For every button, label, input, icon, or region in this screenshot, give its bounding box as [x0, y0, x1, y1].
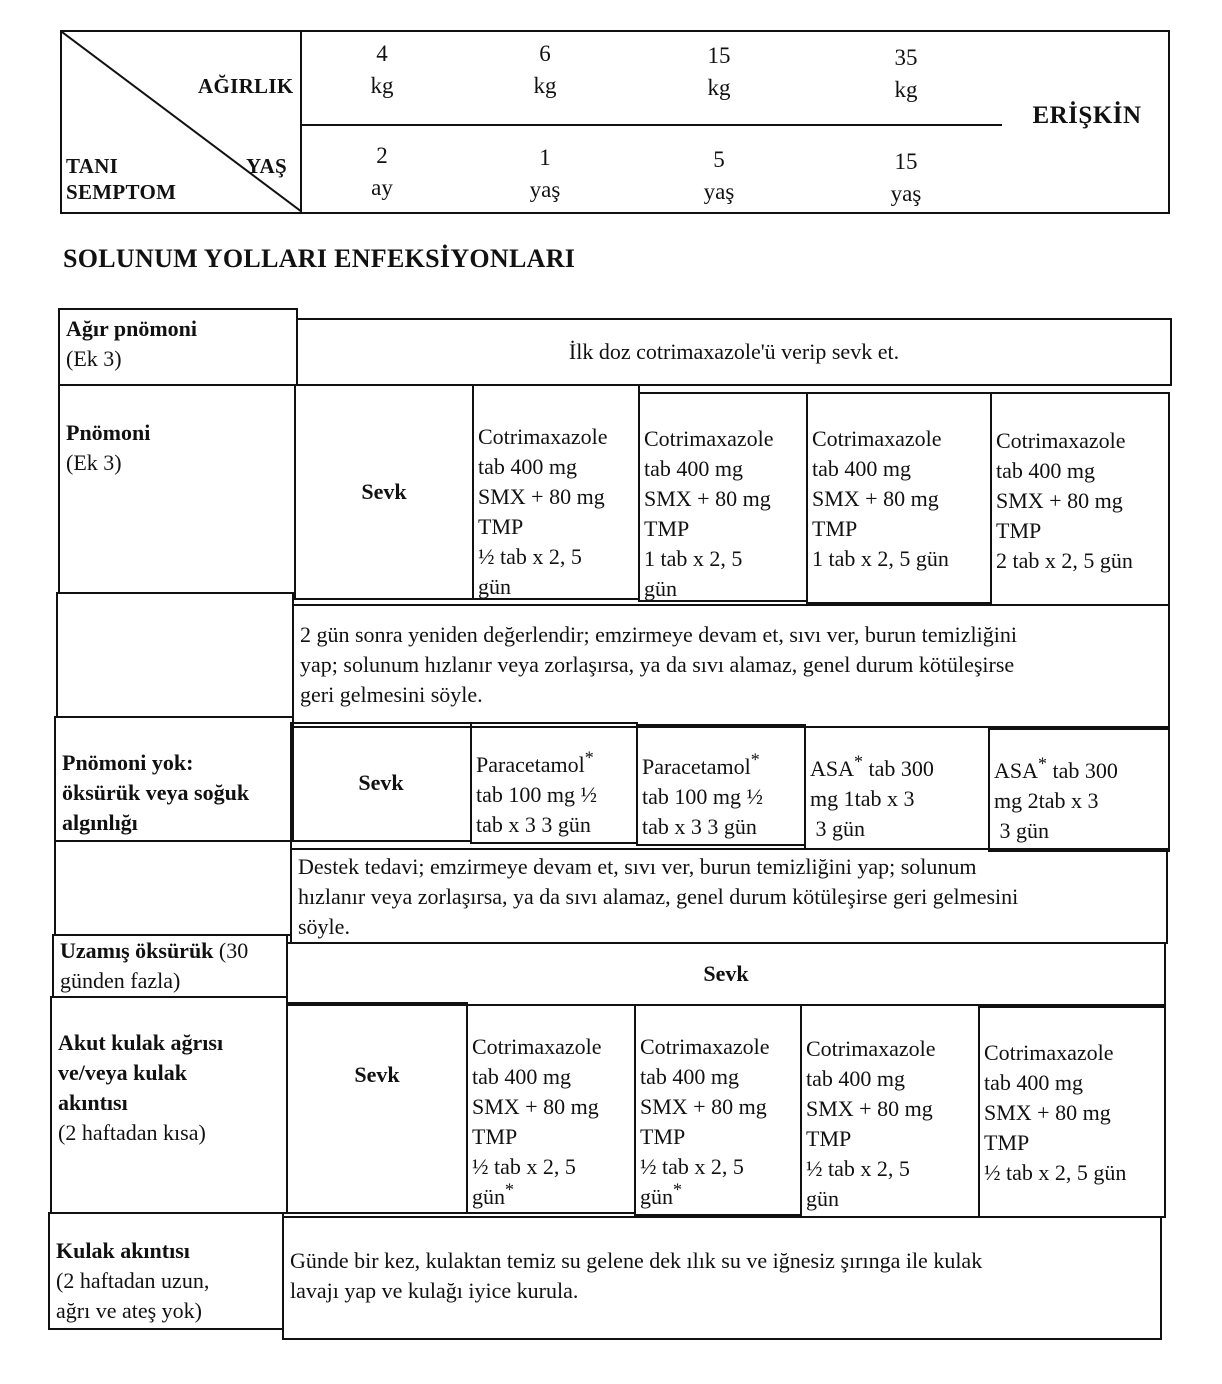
row-pneumonia-sevk: Sevk	[294, 384, 474, 600]
row-no-pneumonia-dose-2: Paracetamol* tab 100 mg ½ tab x 3 3 gün	[636, 724, 806, 846]
row-no-pneumonia-dose-3: ASA* tab 300 mg 1tab x 3 3 gün	[804, 726, 990, 850]
row-pneumonia-followup: 2 gün sonra yeniden değerlendir; emzirmeye devam et, sıvı ver, burun temizliğini yap; solunum hızlanır veya zorlaşırsa, ya da sıvı alamaz, genel durum kötüleşirse geri gelmesini söyle.	[292, 604, 1170, 728]
row-ear-discharge-instruction: Günde bir kez, kulaktan temiz su gelene dek ılık su ve iğnesiz şırınga ile kulak lavajı yap ve kulağı iyice kurula.	[282, 1216, 1162, 1340]
weight-label: AĞIRLIK	[198, 74, 294, 98]
age-col-2: 1 yaş	[529, 145, 561, 202]
diagnosis-label: TANI	[66, 154, 119, 178]
row-acute-ear-dose-1: Cotrimaxazole tab 400 mg SMX + 80 mg TMP ½ tab x 2, 5 gün*	[466, 1004, 636, 1214]
row-no-pneumonia-label: Pnömoni yok: öksürük veya soğuk algınlığı	[54, 716, 294, 842]
row-pneumonia-dose-1: Cotrimaxazole tab 400 mg SMX + 80 mg TMP ½ tab x 2, 5 gün	[472, 384, 640, 600]
row-pneumonia-dose-2: Cotrimaxazole tab 400 mg SMX + 80 mg TMP 1 tab x 2, 5 gün	[638, 392, 808, 602]
weight-col-1: 4 kg	[370, 41, 394, 98]
row-no-pneumonia-followup-blank	[54, 840, 292, 936]
row-acute-ear-label: Akut kulak ağrısı ve/veya kulak akıntısı (2 haftadan kısa)	[50, 996, 288, 1214]
age-col-3: 5 yaş	[703, 147, 735, 204]
row-pneumonia-followup-blank	[56, 592, 294, 718]
row-ear-discharge-label: Kulak akıntısı (2 haftadan uzun, ağrı ve ateş yok)	[48, 1212, 284, 1330]
age-col-4: 15 yaş	[890, 149, 922, 206]
weight-col-2: 6 kg	[533, 41, 557, 98]
section-title: SOLUNUM YOLLARI ENFEKSİYONLARI	[63, 244, 576, 273]
row-no-pneumonia-dose-4: ASA* tab 300 mg 2tab x 3 3 gün	[988, 728, 1170, 852]
row-acute-ear-dose-4: Cotrimaxazole tab 400 mg SMX + 80 mg TMP ½ tab x 2, 5 gün	[978, 1006, 1166, 1218]
row-no-pneumonia-sevk: Sevk	[290, 722, 472, 842]
row-prolonged-cough-label: Uzamış öksürük (30 günden fazla)	[52, 934, 288, 998]
row-pneumonia-dose-4: Cotrimaxazole tab 400 mg SMX + 80 mg TMP 2 tab x 2, 5 gün	[990, 392, 1170, 606]
row-severe-pneumonia-instruction: İlk doz cotrimaxazole'ü verip sevk et.	[296, 318, 1172, 386]
row-no-pneumonia-dose-1: Paracetamol* tab 100 mg ½ tab x 3 3 gün	[470, 722, 638, 844]
row-no-pneumonia-followup: Destek tedavi; emzirmeye devam et, sıvı ver, burun temizliğini yap; solunum hızlanır veya zorlaşırsa, ya da sıvı alamaz, genel durum kötüleşirse geri gelmesini söyle.	[290, 848, 1168, 944]
row-pneumonia-label: Pnömoni (Ek 3)	[58, 384, 296, 594]
row-pneumonia-dose-3: Cotrimaxazole tab 400 mg SMX + 80 mg TMP 1 tab x 2, 5 gün	[806, 392, 992, 604]
row-prolonged-cough-instruction: Sevk	[286, 942, 1166, 1006]
row-acute-ear-dose-3: Cotrimaxazole tab 400 mg SMX + 80 mg TMP ½ tab x 2, 5 gün	[800, 1004, 980, 1218]
age-label: YAŞ	[246, 154, 287, 178]
age-col-1: 2 ay	[371, 143, 393, 200]
symptom-label: SEMPTOM	[66, 180, 177, 204]
row-acute-ear-sevk: Sevk	[286, 1002, 468, 1214]
weight-col-3: 15 kg	[707, 43, 731, 100]
row-acute-ear-dose-2: Cotrimaxazole tab 400 mg SMX + 80 mg TMP ½ tab x 2, 5 gün*	[634, 1004, 802, 1216]
adult-column-label: ERİŞKİN	[1032, 102, 1142, 129]
weight-col-4: 35 kg	[894, 45, 918, 102]
row-severe-pneumonia-label: Ağır pnömoni (Ek 3)	[58, 308, 298, 386]
